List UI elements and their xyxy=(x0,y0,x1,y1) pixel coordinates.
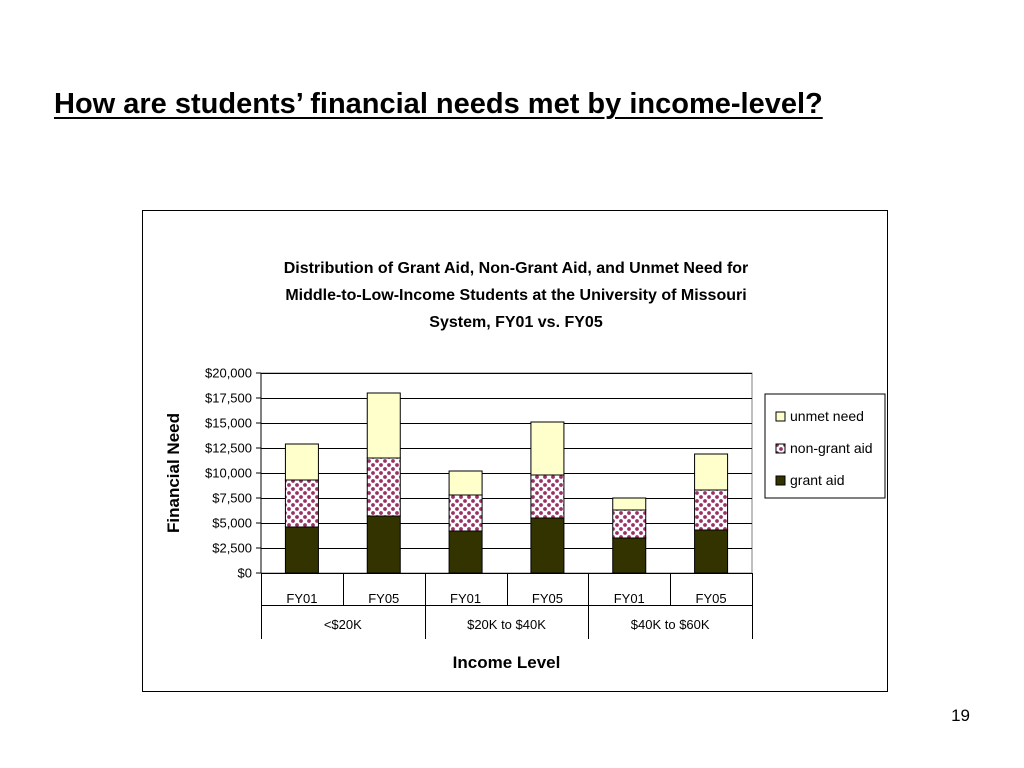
y-tick-label: $10,000 xyxy=(205,465,252,481)
legend-swatch-grant-aid xyxy=(776,476,785,485)
chart-title-line: Middle-to-Low-Income Students at the University of Missouri xyxy=(285,287,747,304)
chart-title-line: System, FY01 vs. FY05 xyxy=(429,314,603,331)
x-tick-label: FY05 xyxy=(695,591,727,606)
legend-label-grant-aid: grant aid xyxy=(790,472,845,488)
legend-label-non-grant-aid: non-grant aid xyxy=(790,440,873,456)
x-group-label: $20K to $40K xyxy=(467,617,546,632)
x-tick-label: FY05 xyxy=(368,591,400,606)
legend-swatch-non-grant-aid xyxy=(776,444,785,453)
legend xyxy=(765,394,885,498)
legend-swatch-unmet-need xyxy=(776,412,785,421)
bar-grant-aid-3 xyxy=(449,531,482,573)
bar-unmet-need-3 xyxy=(449,471,482,495)
y-tick-label: $15,000 xyxy=(205,415,252,431)
chart-title-line: Distribution of Grant Aid, Non-Grant Aid, and Unmet Need for xyxy=(283,260,749,277)
page-number: 19 xyxy=(951,706,970,725)
y-tick-label: $12,500 xyxy=(205,440,252,456)
y-tick-label: $7,500 xyxy=(212,490,252,506)
bar-grant-aid-4 xyxy=(531,518,564,573)
bar-unmet-need-6 xyxy=(695,454,728,490)
bar-unmet-need-2 xyxy=(367,393,400,458)
bar-grant-aid-2 xyxy=(367,516,400,573)
chart-svg xyxy=(143,211,889,693)
chart-title xyxy=(284,260,749,331)
x-group-label: <$20K xyxy=(323,617,362,632)
x-group-label: $40K to $60K xyxy=(630,617,710,632)
x-tick-label: FY01 xyxy=(286,591,318,606)
x-tick-label: FY01 xyxy=(613,591,645,606)
gridlines xyxy=(261,373,752,573)
bar-unmet-need-5 xyxy=(613,498,646,510)
x-tick-label: FY01 xyxy=(450,591,482,606)
bar-non-grant-aid-2 xyxy=(367,458,400,516)
bar-grant-aid-1 xyxy=(285,527,318,573)
chart-frame xyxy=(142,210,888,692)
bar-non-grant-aid-3 xyxy=(449,495,482,531)
bar-grant-aid-6 xyxy=(695,530,728,573)
y-tick-label: $0 xyxy=(237,565,252,581)
x-tick-label: FY05 xyxy=(531,591,563,606)
y-tick-label: $20,000 xyxy=(205,365,252,381)
bar-non-grant-aid-1 xyxy=(285,480,318,527)
bar-unmet-need-1 xyxy=(285,444,318,480)
bar-non-grant-aid-6 xyxy=(695,490,728,530)
y-tick-label: $5,000 xyxy=(212,515,252,531)
y-tick-label: $2,500 xyxy=(212,540,252,556)
bar-unmet-need-4 xyxy=(531,422,564,475)
legend-label-unmet-need: unmet need xyxy=(790,408,864,424)
x-axis-title: Income Level xyxy=(452,653,561,672)
slide-title: How are students’ financial needs met by income-level? xyxy=(54,88,823,120)
bar-non-grant-aid-4 xyxy=(531,475,564,518)
bar-grant-aid-5 xyxy=(613,538,646,573)
y-axis-title: Financial Need xyxy=(164,413,183,533)
y-tick-label: $17,500 xyxy=(205,390,252,406)
bar-non-grant-aid-5 xyxy=(613,510,646,538)
